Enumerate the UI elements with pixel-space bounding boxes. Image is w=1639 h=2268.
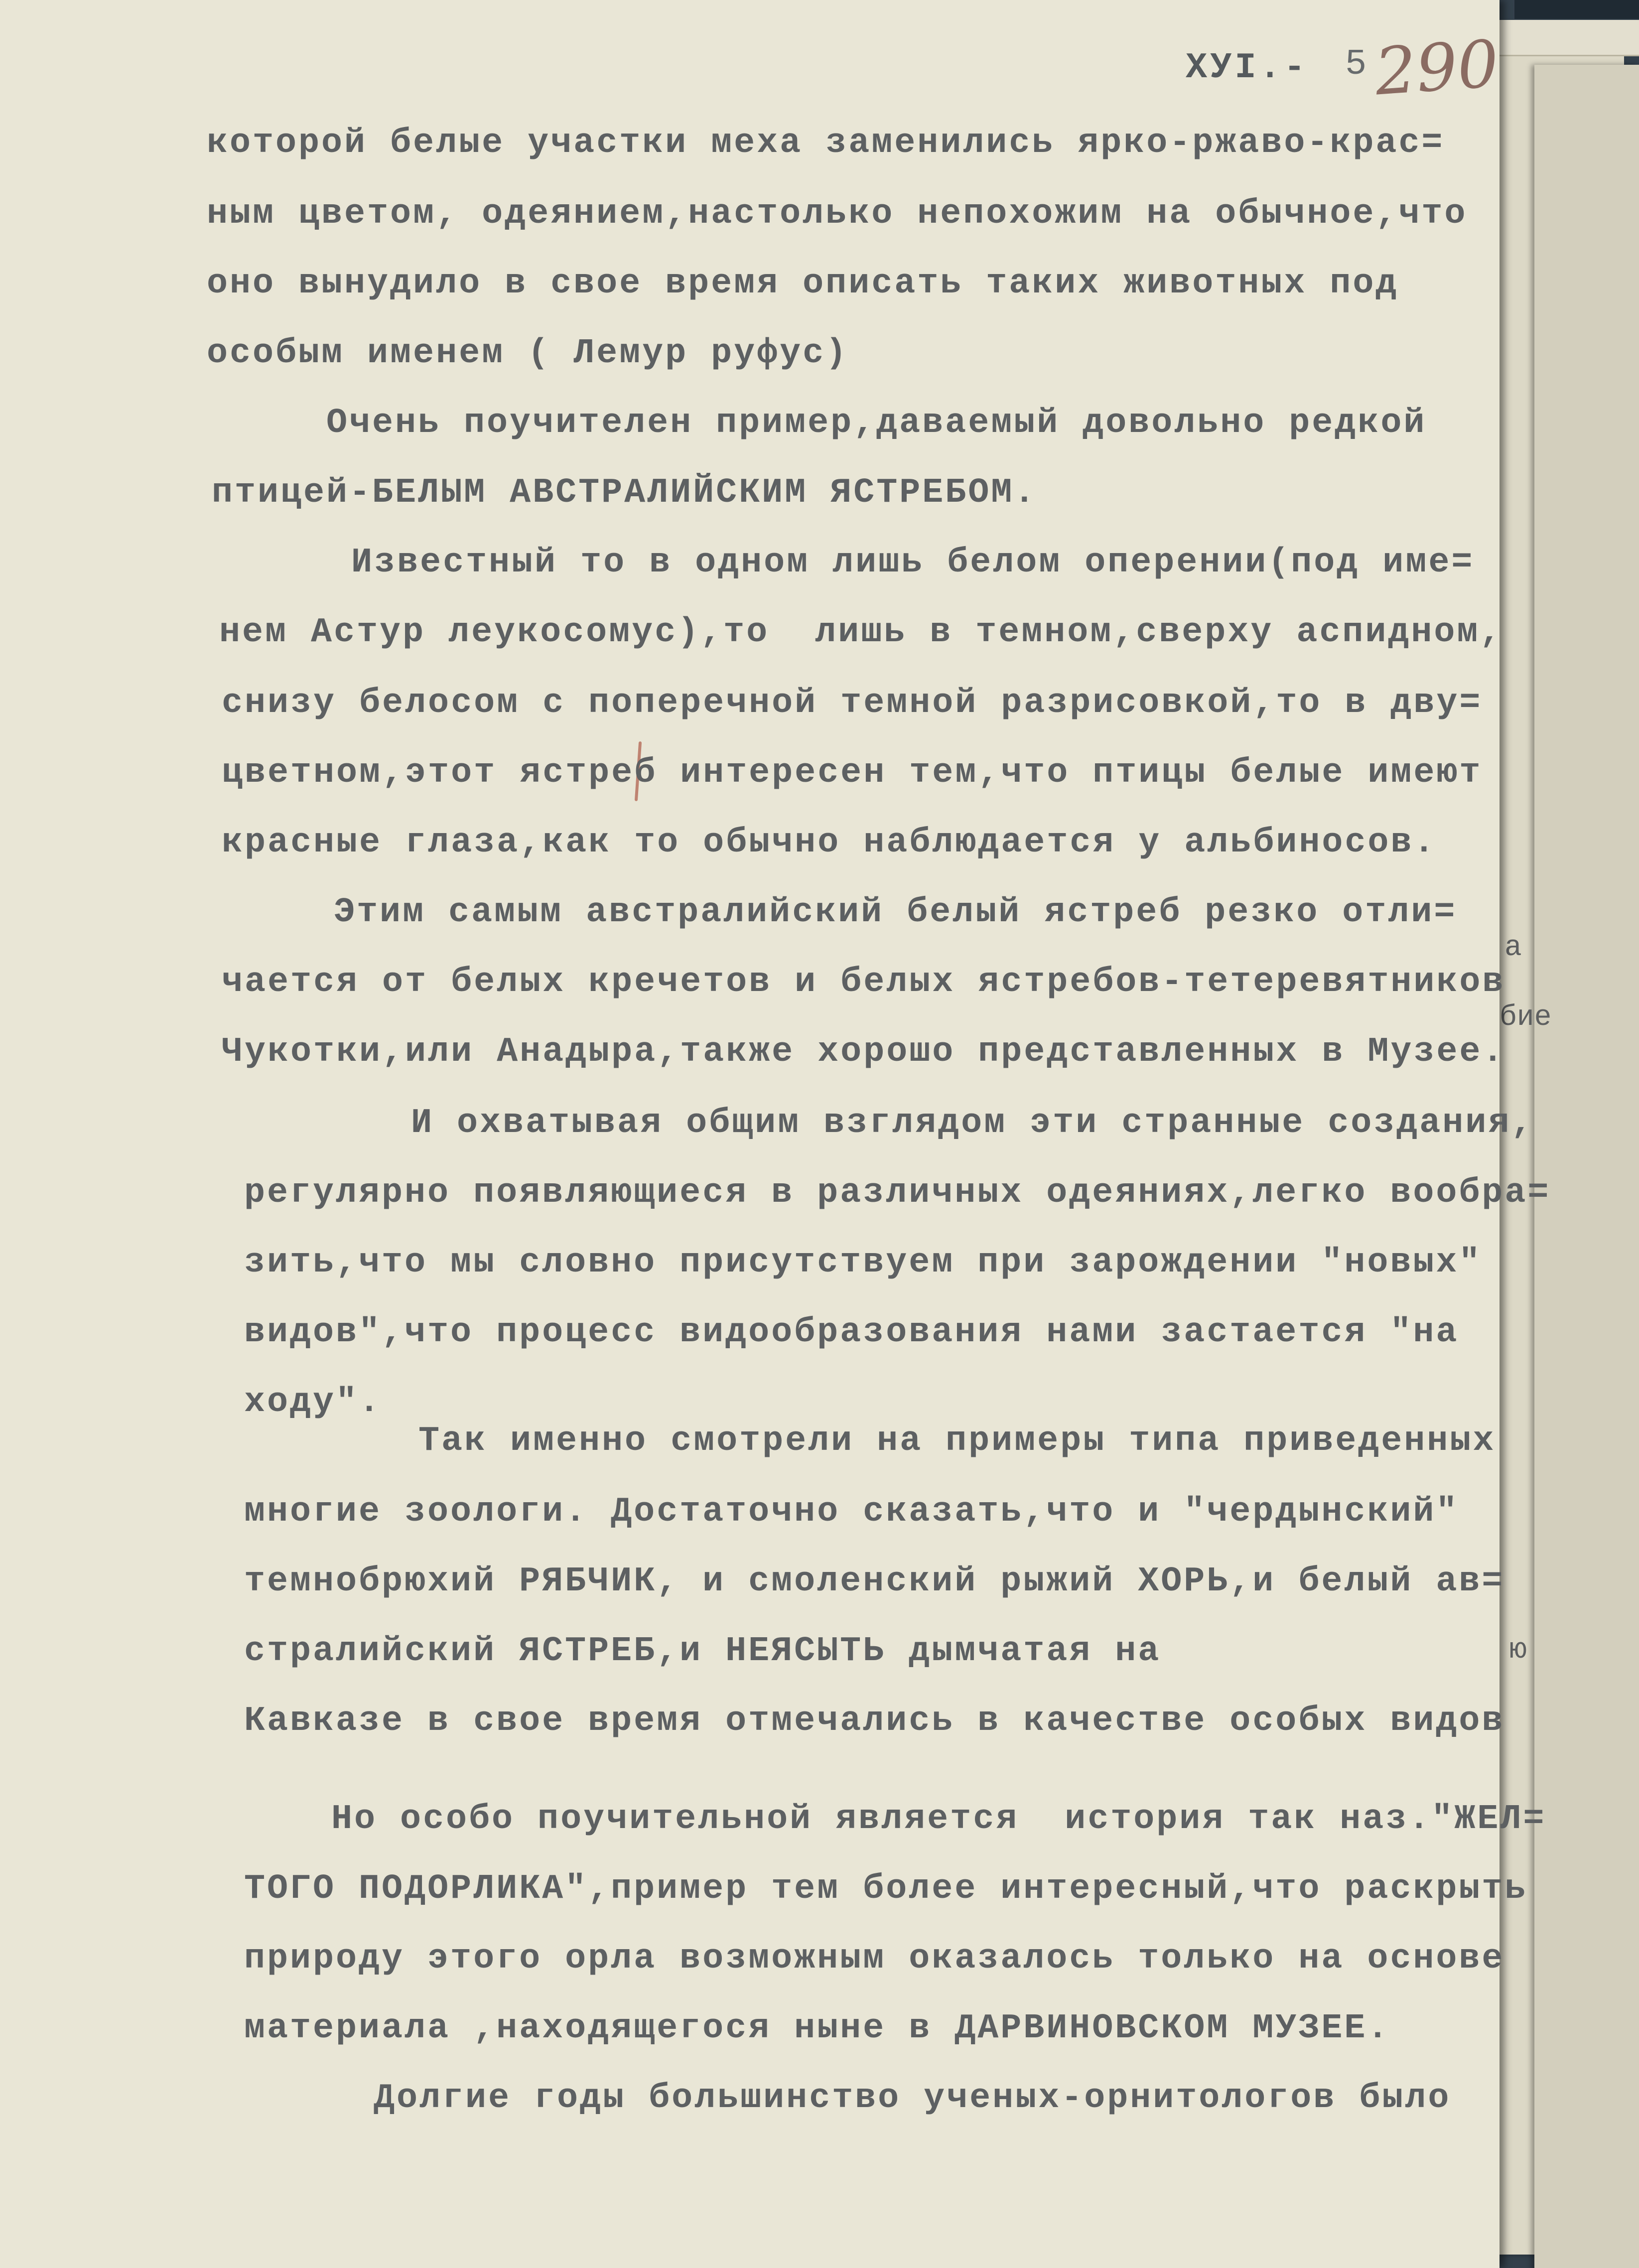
text-line: Так именно смотрели на примеры типа приведенных — [418, 1421, 1496, 1461]
text-line: особым именем ( Лемур руфус) — [207, 334, 849, 373]
text-line: Кавказе в свое время отмечались в качестве особых видов — [244, 1701, 1505, 1741]
text-line: многие зоологи. Достаточно сказать,что и "чердынский" — [244, 1492, 1459, 1532]
text-line: стралийский ЯСТРЕБ,и НЕЯСЫТЬ дымчатая на — [244, 1632, 1161, 1671]
text-line: материала ,находящегося ныне в ДАРВИНОВСКОМ МУЗЕЕ. — [244, 2009, 1390, 2048]
text-line: Чукотки,или Анадыра,также хорошо представленных в Музее. — [222, 1032, 1505, 1072]
text-line: Очень поучителен пример,даваемый довольно редкой — [326, 404, 1427, 443]
text-line: Долгие годы большинство ученых-орнитологов было — [374, 2079, 1451, 2118]
page-number: 5 — [1345, 44, 1367, 85]
text-line: темнобрюхий РЯБЧИК, и смоленский рыжий ХОРЬ,и белый ав= — [244, 1562, 1505, 1601]
text-line: видов",что процесс видообразования нами застается "на — [244, 1313, 1459, 1352]
underlying-page-second — [1534, 65, 1639, 2268]
text-line: ТОГО ПОДОРЛИКА",пример тем более интересный,что раскрыть — [244, 1869, 1528, 1909]
folder-strip — [1490, 20, 1639, 56]
text-line: красные глаза,как то обычно наблюдается у альбиносов. — [222, 823, 1437, 862]
text-line: которой белые участки меха заменились ярко-ржаво-крас= — [207, 124, 1445, 163]
section-heading: ХУІ.- — [1186, 47, 1309, 88]
margin-fragment: бие — [1500, 1001, 1552, 1034]
scan-background-edge — [1514, 0, 1639, 19]
margin-fragment: ю — [1509, 1634, 1527, 1667]
text-line: регулярно появляющиеся в различных одеяниях,легко вообра= — [244, 1173, 1551, 1213]
text-line: Этим самым австралийский белый ястреб резко отли= — [334, 893, 1457, 932]
text-line: птицей-БЕЛЫМ АВСТРАЛИЙСКИМ ЯСТРЕБОМ. — [212, 473, 1037, 513]
text-line: нем Астур леукосомус),то лишь в темном,сверху аспидном, — [219, 613, 1503, 652]
text-line: оно вынудило в свое время описать таких животных под — [207, 264, 1399, 303]
text-line: ходу". — [244, 1383, 382, 1422]
text-line: снизу белосом с поперечной темной разрисовкой,то в дву= — [222, 684, 1483, 723]
text-line: Но особо поучительной является история так наз."ЖЕЛ= — [331, 1800, 1546, 1839]
margin-fragment: а — [1504, 932, 1522, 964]
handwritten-archive-number: 290 — [1372, 25, 1502, 110]
text-line: зить,что мы словно присутствуем при зарождении "новых" — [244, 1243, 1482, 1282]
text-line: природу этого орла возможным оказалось только на основе — [244, 1939, 1505, 1979]
text-line: чается от белых кречетов и белых ястребов-тетеревятников — [222, 963, 1505, 1002]
text-line: Известный то в одном лишь белом оперении(под име= — [351, 543, 1475, 582]
text-line: ным цветом, одеянием,настолько непохожим на обычное,что — [207, 194, 1468, 234]
text-line: цветном,этот ястреб интересен тем,что птицы белые имеют — [222, 753, 1483, 793]
text-line: И охватывая общим взглядом эти странные создания, — [411, 1104, 1534, 1143]
